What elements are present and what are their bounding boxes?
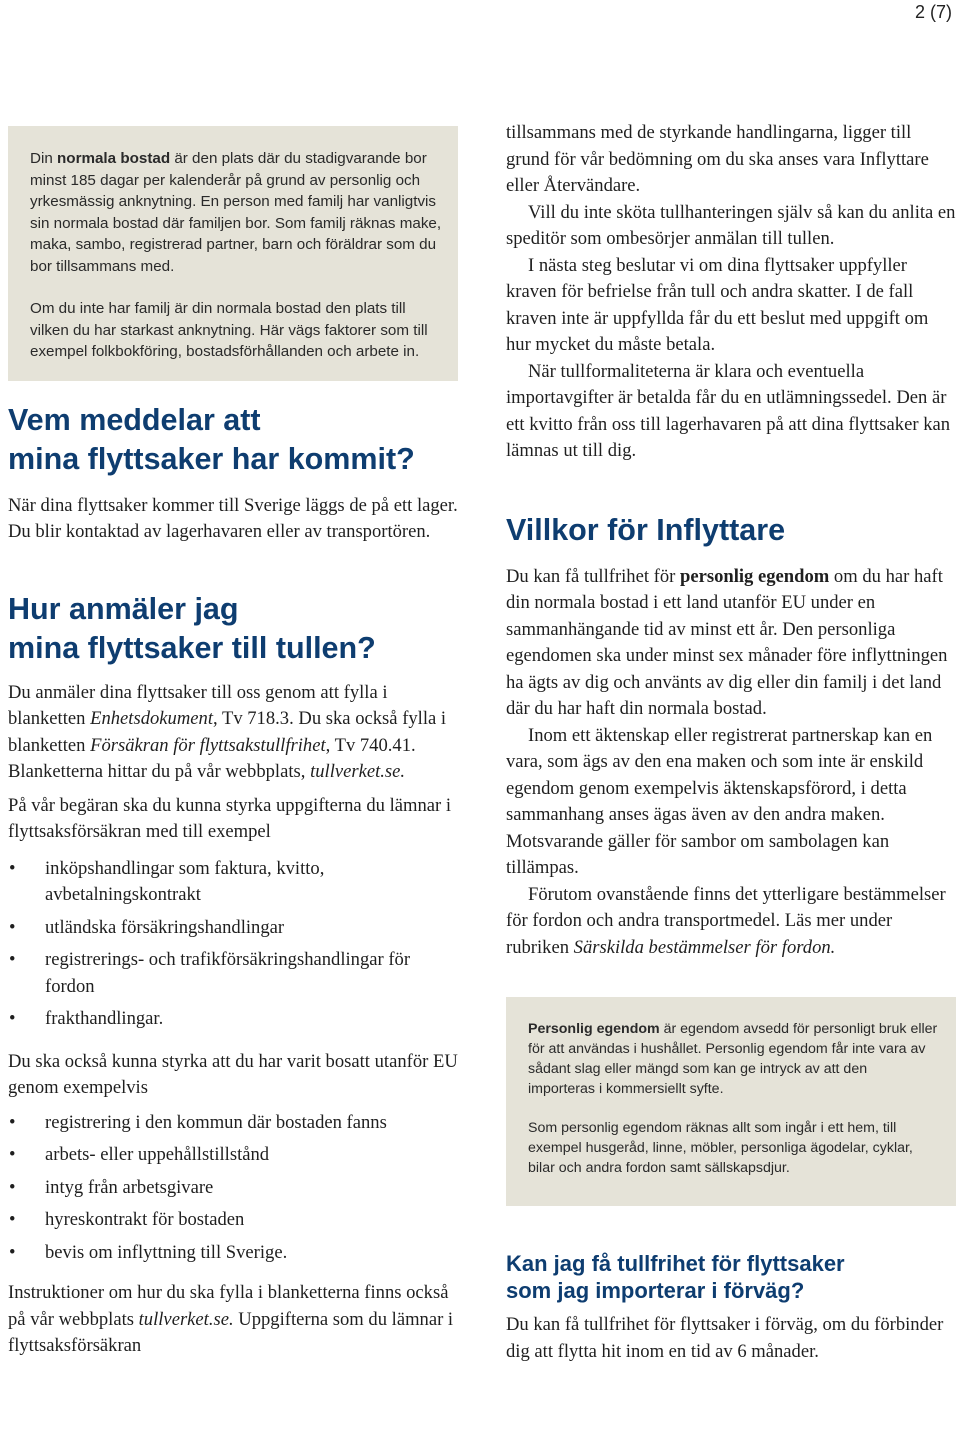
body-paragraph: Förutom ovanstående finns det ytterligare bestämmelser för fordon och andra transportmedel. Läs mer under rubriken Särskilda bestämmelser för fordon. — [506, 883, 946, 958]
heading-how-to-declare: Hur anmäler jag mina flyttsaker till tullen? — [8, 591, 376, 665]
heading-who-notifies: Vem meddelar att mina flyttsaker har kommit? — [8, 402, 415, 476]
section-reference: Särskilda bestämmelser för fordon. — [573, 936, 836, 958]
infobox-paragraph: Om du inte har familj är din normala bostad den plats till vilken du har starkast anknytning. Här vägs faktorer som till exempel folkbokföring, bostadsförhållanden och arbete in. — [30, 300, 428, 360]
body-paragraph: När tullformaliteterna är klara och eventuella importavgifter är betalda får du en utlämningssedel. Den är ett kvitto från oss till lagerhavaren på att dina flyttsaker kan lämnas ut till dig. — [506, 360, 951, 461]
body-paragraph: Inom ett äktenskap eller registrerat partnerskap kan en vara, som ägs av den ena maken och som inte är enskild egendom genom exempelvis äktenskapsförord, i detta sammanhang anses ägas även av den andra maken. Motsvarande gäller för sambor om sambolagen kan tillämpas. — [506, 724, 933, 878]
body-paragraph: I nästa steg beslutar vi om dina flyttsaker uppfyller kraven för befrielse från tull och andra skatter. I de fall kraven inte är uppfyllda får du ett beslut med uppgift om hur mycket du måste betala. — [506, 254, 929, 355]
form-name: Försäkran för flyttsakstullfrihet — [90, 734, 326, 756]
personal-property-infobox — [506, 997, 956, 1206]
body-paragraph: När dina flyttsaker kommer till Sverige läggs de på ett lager. Du blir kontaktad av lagerhavaren eller av transportören. — [8, 494, 458, 542]
list-item: • inköpshandlingar som faktura, kvitto, avbetalningskontrakt — [9, 857, 325, 905]
list-item: • bevis om inflyttning till Sverige. — [9, 1241, 288, 1263]
body-paragraph: På vår begäran ska du kunna styrka uppgifterna du lämnar i flyttsaksförsäkran med till exempel — [8, 794, 452, 842]
page-number: 2 (7) — [914, 2, 952, 22]
list-item: • registrering i den kommun där bostaden fanns — [9, 1111, 387, 1133]
body-paragraph: Du kan få tullfrihet för personlig egendom om du har haft din normala bostad i ett land utanför EU under en sammanhängande tid av minst ett år. Den personliga egendomen ska under minst sex månader före inflyttningen ha ägts av dig och använts av dig eller din familj i det land där du har haft din normala bostad. — [506, 565, 948, 719]
body-paragraph: Instruktioner om hur du ska fylla i blanketterna finns också på vår webbplats tullverket.se. Uppgifterna som du lämnar i flyttsaksförsäkran — [8, 1282, 454, 1356]
list-item: • intyg från arbetsgivare — [9, 1176, 214, 1198]
residence-proof-list — [8, 1110, 458, 1267]
heading-conditions: Villkor för Inflyttare — [506, 512, 786, 547]
left-column — [8, 126, 458, 1360]
body-paragraph: Vill du inte sköta tullhanteringen själv så kan du anlita en speditör som ombesörjer anmälan till tullen. — [506, 201, 956, 249]
body-paragraph: Du ska också kunna styrka att du har varit bosatt utanför EU genom exempelvis — [8, 1050, 458, 1098]
body-paragraph: Du anmäler dina flyttsaker till oss genom att fylla i blanketten Enhetsdokument, Tv 718.3. Du ska också fylla i blanketten Försäkran för flyttsakstullfrihet, Tv 740.41. Blanketterna hittar du på vår webbplats, tullverket.se. — [8, 681, 447, 782]
list-item: • arbets- eller uppehållstillstånd — [9, 1144, 270, 1165]
document-list — [8, 856, 458, 1033]
website-link[interactable]: tullverket.se. — [310, 761, 406, 782]
heading-advance-import: Kan jag få tullfrihet för flyttsaker som jag importerar i förväg? — [506, 1251, 845, 1303]
infobox-paragraph: Personlig egendom är egendom avsedd för personligt bruk eller för att användas i hushållet. Personlig egendom får inte vara av sådant slag eller mängd som kan ge intryck av att den importeras i kommersiellt syfte. — [528, 1021, 938, 1097]
normal-residence-infobox — [8, 126, 458, 381]
right-column — [506, 120, 956, 1365]
list-item: • hyreskontrakt för bostaden — [9, 1209, 245, 1230]
infobox-paragraph: Din normala bostad är den plats där du stadigvarande bor minst 185 dagar per kalenderår på grund av personlig och yrkesmässig anknytning. En person med familj har vanligtvis sin normala bostad där familjen bor. Som familj räknas make, maka, sambo, registrerad partner, barn och föräldrar som du bor tillsammans med. — [30, 150, 442, 275]
body-paragraph: Du kan få tullfrihet för flyttsaker i förväg, om du förbinder dig att flytta hit inom en tid av 6 månader. — [506, 1314, 944, 1362]
list-item: • frakthandlingar. — [9, 1008, 164, 1029]
list-item: • registrerings- och trafikförsäkringshandlingar för fordon — [9, 949, 411, 997]
website-link[interactable]: tullverket.se. — [138, 1308, 234, 1330]
list-item: • utländska försäkringshandlingar — [9, 916, 285, 938]
infobox-paragraph: Som personlig egendom räknas allt som ingår i ett hem, till exempel husgeråd, linne, möbler, personliga ägodelar, cyklar, bilar och andra fordon samt sällskapsdjur. — [528, 1120, 913, 1176]
form-name: Enhetsdokument — [90, 708, 213, 729]
body-paragraph: tillsammans med de styrkande handlingarna, ligger till grund för vår bedömning om du ska anses vara Inflyttare eller Återvändare. — [506, 122, 929, 196]
